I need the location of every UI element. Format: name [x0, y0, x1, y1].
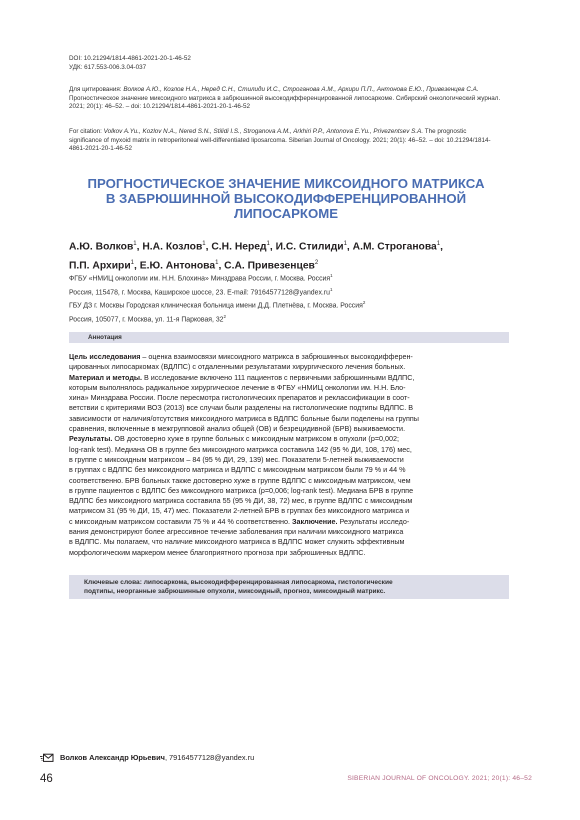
citation-text: The prognostic significance of myxoid matrix in retroperitoneal well-differentiated liposarcoma. Siberian Journal of Oncology. 2021; 20(1): 46–52. – doi: 10.21294/1814-4861-2021-20-1-46-52: [69, 128, 491, 153]
abstract-line: в группе пациентов с ВДЛПС без миксоидного матрикса (р=0,006; log-rank test). Медиана БРВ в группе: [69, 485, 414, 495]
abstract-line: с миксоидным матриксом составили 75 % и 44 % соответственно. Заключение. Результаты исследо-: [69, 516, 410, 526]
author-name: Е.Ю. Антонова: [139, 260, 216, 272]
correspondence: [60, 753, 254, 762]
abstract-line: зависимости от наличия/отсутствия миксоидного матрикса в ВДЛПС больные были поделены на группы: [69, 413, 419, 423]
author-name: И.С. Стилиди: [275, 241, 344, 253]
correspondence-name: Волков Александр Юрьевич: [60, 753, 165, 762]
keywords-line: Ключевые слова: липосаркома, высокодифференцированная липосаркома, гистологические: [84, 579, 393, 586]
page-number: 46: [40, 773, 53, 785]
affiliation-mark: 1: [330, 273, 333, 278]
affiliation-line: ФГБУ «НМИЦ онкологии им. Н.Н. Блохина» Минздрава России, г. Москва. Россия$^1$: [69, 273, 333, 283]
correspondence-contact: , 79164577128@yandex.ru: [164, 753, 255, 762]
abstract-line: ВДЛПС без миксоидного матрикса составила 55 (95 % ДИ, 38, 72) мес, в группе ВДЛПС с миксоидным: [69, 496, 413, 506]
title-line: ПРОГНОСТИЧЕСКОЕ ЗНАЧЕНИЕ МИКСОИДНОГО МАТРИКСА: [87, 176, 485, 191]
abstract-section-heading: Результаты.: [69, 434, 113, 444]
abstract-line: Материал и методы. В исследование включено 111 пациентов с первичными забрюшинными ВДЛПС,: [69, 372, 415, 382]
abstract-line: ветствии с критериями ВОЗ (2013) все случаи были разделены на гистологические подтипы ВДЛПС. В: [69, 403, 414, 413]
citation-text: Прогностическое значение миксоидного матрикса в забрюшинной высокодифференцированной липосаркоме. Сибирский онкологический журнал. 2021; 20(1): 46–52. – doi: 10.21294/1814-4861-2021-20-1-46-52: [69, 94, 501, 111]
abstract-line: морфологическим маркером менее благоприятного прогноза при забрюшинных ВДЛПС.: [69, 547, 366, 557]
abstract-line: log-rank test). Медиана ОВ в группе без миксоидного матрикса составила 142 (95 % ДИ, 108, 176) мес,: [69, 444, 412, 454]
journal-footer: SIBERIAN JOURNAL OF ONCOLOGY. 2021; 20(1): 46–52: [347, 775, 532, 782]
affiliation-line: Россия, 115478, г. Москва, Каширское шоссе, 23. E-mail: $79164577128@yandex.ru^1$: [69, 286, 333, 296]
affiliation-mark: 2: [223, 313, 227, 319]
affiliation-mark: 1: [329, 286, 333, 292]
author-name: А.М. Строганова: [352, 241, 437, 253]
abstract-line: цированных липосаркомах (ВДЛПС) с отдаленными результатами хирургического лечения больных.: [69, 362, 406, 372]
envelope-icon: [40, 753, 54, 763]
author-name: П.П. Архири: [69, 260, 131, 272]
abstract-line: вания демонстрируют более агрессивное течение заболевания при наличии миксоидного матрикса: [69, 527, 404, 537]
abstract-line: матриксом 31 (95 % ДИ, 15, 47) мес. Показатели 2-летней БРВ в группах без миксоидного матрикса и: [69, 506, 410, 516]
doi-line: DOI: 10.21294/1814-4861-2021-20-1-46-52: [69, 55, 191, 62]
title-line: ЛИПОСАРКОМЕ: [233, 206, 339, 221]
author-affiliation-mark: 1: [133, 241, 137, 247]
abstract-line: соответственно. БРВ больных также достоверно хуже в группе ВДЛПС с миксоидным матриксом, чем: [69, 475, 411, 485]
abstract-line: Результаты. ОВ достоверно хуже в группе больных с миксоидным матриксом в опухоли (р=0,002;: [69, 434, 399, 444]
author-affiliation-mark: 2: [314, 260, 319, 267]
abstract-section-heading: Материал и методы.: [69, 372, 143, 382]
annotation-heading: Аннотация: [88, 333, 122, 341]
author-affiliation-mark: 1: [343, 241, 347, 247]
abstract-text: [69, 352, 509, 558]
citation-english: [69, 128, 501, 154]
author-affiliation-mark: 1: [130, 260, 134, 267]
affiliation-mark: 2: [362, 300, 366, 306]
article-title: [60, 176, 512, 221]
abstract-line: которым выполнялось радикальное хирургическое лечение в ФГБУ «НМИЦ онкологии им. Н.Н. Бло-: [69, 382, 406, 392]
author-affiliation-mark: 1: [215, 260, 219, 267]
annotation-header-bar: [69, 332, 509, 343]
udk-line: УДК: 617.553-006.3.04-037: [69, 64, 147, 71]
author-line: А.Ю. Волков$^1$, Н.А. Козлов$^1$, С.Н. Неред$^1$, И.С. Стилиди$^1$, А.М. Строганова$^1$,: [69, 241, 443, 253]
author-name: С.Н. Неред: [211, 241, 267, 253]
citation-label: Для цитирования:: [69, 86, 122, 93]
author-list: [69, 236, 509, 275]
abstract-line: в группе с миксоидным матриксом – 84 (95 % ДИ, 29, 139) мес. Показатели 5-летней выживаемости: [69, 454, 404, 464]
author-name: С.А. Привезенцев: [224, 260, 315, 272]
title-line: В ЗАБРЮШИННОЙ ВЫСОКОДИФФЕРЕНЦИРОВАННОЙ: [105, 191, 467, 206]
author-line: П.П. Архири$^1$, Е.Ю. Антонова$^1$, С.А. Привезенцев$^2$: [69, 260, 319, 272]
abstract-section-heading: Заключение.: [292, 516, 338, 526]
abstract-line: сравнения, включенные в межгрупповой анализ общей (ОВ) и безрецидивной (БРВ) выживаемости.: [69, 424, 406, 434]
author-name: А.Ю. Волков: [69, 241, 134, 253]
keywords: [84, 578, 504, 597]
author-affiliation-mark: 1: [202, 241, 206, 247]
abstract-section-heading: Цель исследования: [69, 352, 141, 361]
author-name: Н.А. Козлов: [142, 241, 203, 253]
abstract-line: в ВДЛПС. Мы полагаем, что наличие миксоидного матрикса в ВДЛПС может служить эффективным: [69, 537, 405, 547]
abstract-line: Цель исследования – оценка взаимосвязи миксоидного матрикса в забрюшинных высокодифферен-: [69, 352, 413, 361]
author-affiliation-mark: 1: [436, 241, 441, 247]
citation-authors: Волков А.Ю., Козлов Н.А., Неред С.Н., Стилиди И.С., Строганова А.М., Архири П.П., Антонова Е.Ю., Привезенцев С.А.: [123, 86, 479, 93]
abstract-line: хина» Минздрава России. После пересмотра гистологических препаратов и реклассификации в соот-: [69, 393, 410, 403]
affiliation-line: ГБУ ДЗ г. Москвы Городская клиническая больница имени Д.Д. Плетнёва, г. Москва. Россия$^2$: [69, 300, 366, 310]
citation-russian: [69, 86, 501, 112]
affiliation-line: Россия, 105077, г. Москва, ул. 11-я Парковая, $32^2$: [69, 313, 227, 324]
abstract-line: в группах с ВДЛПС без миксоидного матрикса и ВДЛПС с миксоидным матриксом были 79 % и 44 %: [69, 465, 406, 475]
citation-label: For citation:: [69, 128, 102, 135]
author-affiliation-mark: 1: [266, 241, 270, 247]
citation-authors: Volkov A.Yu., Kozlov N.A., Nered S.N., Stilidi I.S., Stroganova A.M., Arkhiri P.P., Antonova E.Yu., Privezentsev S.A.: [103, 128, 424, 135]
keywords-line: подтипы, неорганные забрюшинные опухоли, миксоидный, прогноз, миксоидный матрикс.: [84, 588, 386, 596]
affiliations: [69, 271, 509, 325]
